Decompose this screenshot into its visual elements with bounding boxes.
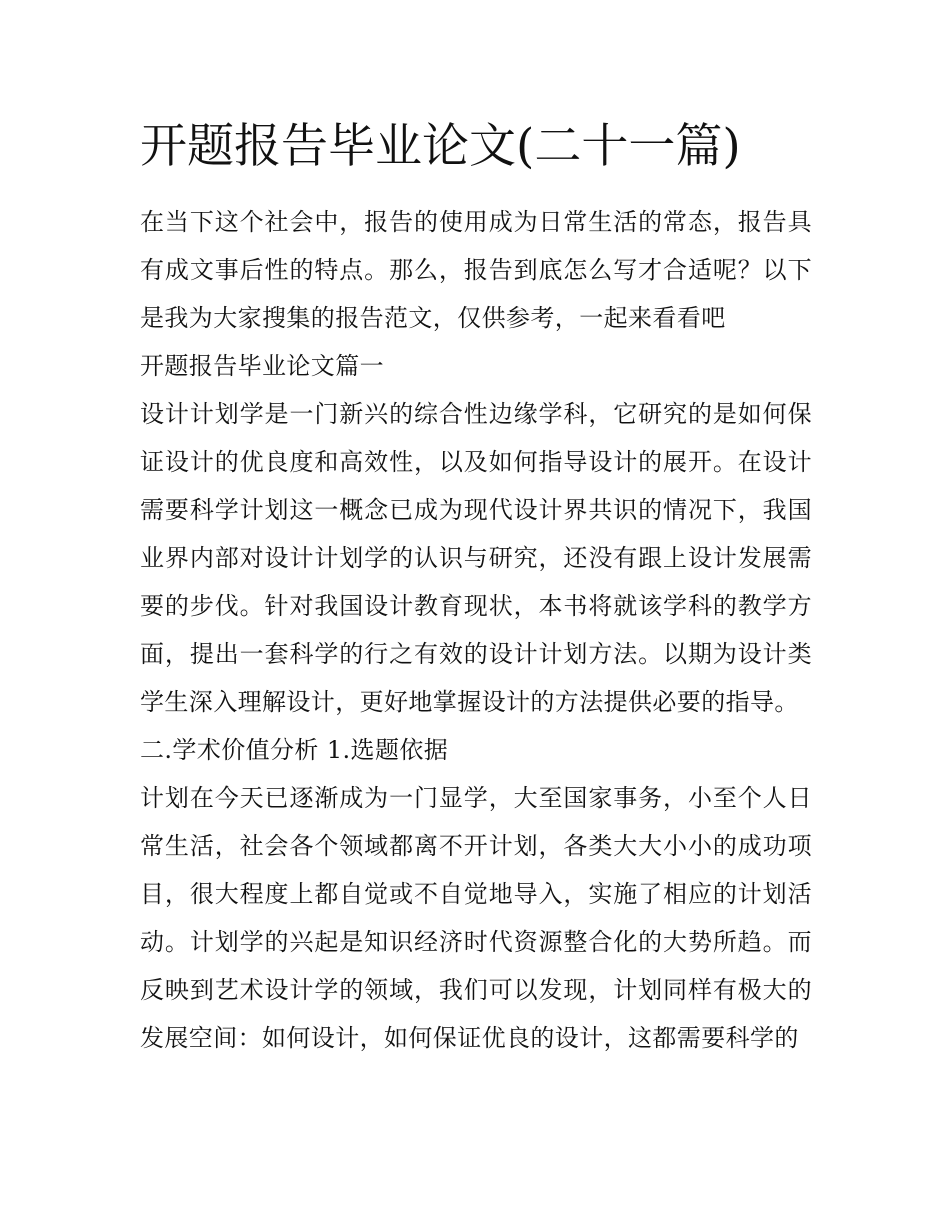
intro-paragraph: 在当下这个社会中，报告的使用成为日常生活的常态，报告具有成文事后性的特点。那么，报告到底怎么写才合适呢？以下是我为大家搜集的报告范文，仅供参考，一起来看看吧 bbox=[140, 208, 812, 332]
document-body bbox=[140, 198, 812, 1062]
section-heading: 开题报告毕业论文篇一 bbox=[140, 352, 384, 380]
subheading: 二.学术价值分析 1.选题依据 bbox=[140, 736, 449, 764]
body-paragraph-1: 设计计划学是一门新兴的综合性边缘学科，它研究的是如何保证设计的优良度和高效性，以及如何指导设计的展开。在设计需要科学计划这一概念已成为现代设计界共识的情况下，我国业界内部对设计计划学的认识与研究，还没有跟上设计发展需要的步伐。针对我国设计教育现状，本书将就该学科的教学方面，提出一套科学的行之有效的设计计划方法。以期为设计类学生深入理解设计，更好地掌握设计的方法提供必要的指导。 bbox=[140, 400, 812, 716]
body-paragraph-2: 计划在今天已逐渐成为一门显学，大至国家事务，小至个人日常生活，社会各个领域都离不开计划，各类大大小小的成功项目，很大程度上都自觉或不自觉地导入，实施了相应的计划活动。计划学的兴起是知识经济时代资源整合化的大势所趋。而反映到艺术设计学的领域，我们可以发现，计划同样有极大的发展空间：如何设计，如何保证优良的设计，这都需要科学的 bbox=[140, 784, 812, 1052]
document-title: 开题报告毕业论文(二十一篇) bbox=[140, 119, 741, 174]
